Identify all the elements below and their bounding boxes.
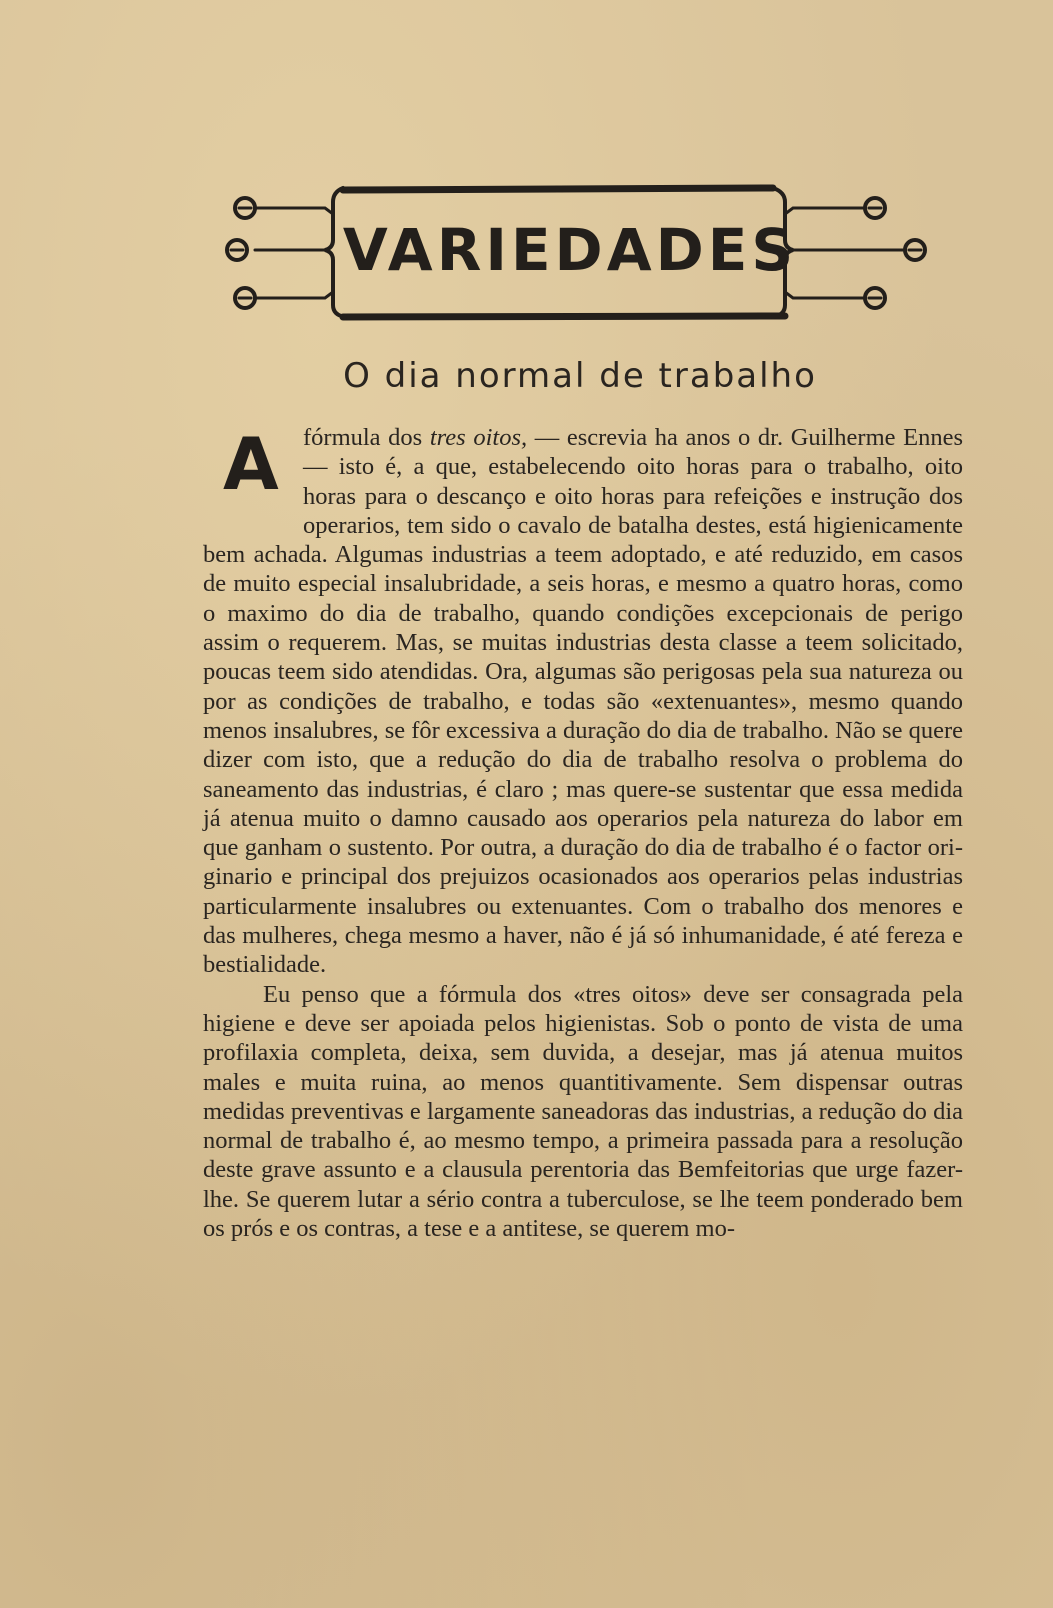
paragraph-1-start: fórmula dos [303, 424, 430, 451]
paragraph-1-rest: — escrevia ha anos o dr. Guilherme Ennes — isto é, a que, estabelecendo oito horas para o trabalho, oito horas para o descanço e oito horas para refeições e instrução dos operarios, tem sido o cavalo de batalha destes, está higienicamente bem achada. Algumas industrias a teem adoptado, e até reduzido, em casos de muito especial insalubridade, a seis horas, e mesmo a quatro horas, como o maximo do dia de trabalho, quando condições excepcionais de perigo assim o requerem. Mas, se muitas industrias desta classe a teem solicitado, poucas teem sido atendidas. Ora, algumas são perigosas pela sua natureza ou por as condições de trabalho, e todas são «extenuantes», mesmo quando menos insalubres, se fôr excessiva a duração do dia de trabalho. Não se quere dizer com isto, que a redução do dia de trabalho resolva o problema do saneamento das industrias, é claro ; mas quere-se sustentar que essa medida já atenua muito o damno causado aos operarios pela natureza do labor em que ganham o sustento. Por outra, a duração do dia de trabalho é o factor originario e principal dos prejuizos ocasionados aos operarios pelas industrias particularmente insalubres ou extenuantes. Com o trabalho dos menores e das mulheres, chega mesmo a haver, não é já só inhumanidade, é até fereza e bestialidade. [203, 424, 964, 979]
section-title: VARIEDADES [342, 216, 798, 284]
paragraph-2: Eu penso que a fórmula dos «tres oitos» deve ser consagrada pela higiene e deve ser apoiada pelos higienistas. Sob o ponto de vista de uma profilaxia completa, deixa, sem duvida, a desejar, mas já atenua muitos males e muita ruina, ao menos quantitivamente. Sem dispensar outras medidas preventivas e largamente saneadoras das industrias, a redução do dia normal de trabalho é, ao mesmo tempo, a primeira passada para a resolução deste grave assunto e a clausula perentoria das Bemfeitorias que urge fazer-lhe. Se querem lutar a sério contra a tuberculose, se lhe teem ponderado bem os prós e os contras, a tese e a antitese, se querem mo- [203, 980, 963, 1243]
drop-cap: A [223, 422, 279, 506]
article-body [203, 423, 963, 1243]
article-title: O dia normal de trabalho [343, 356, 817, 396]
paragraph-1 [203, 423, 963, 980]
italic-phrase: tres oitos, [429, 424, 528, 451]
